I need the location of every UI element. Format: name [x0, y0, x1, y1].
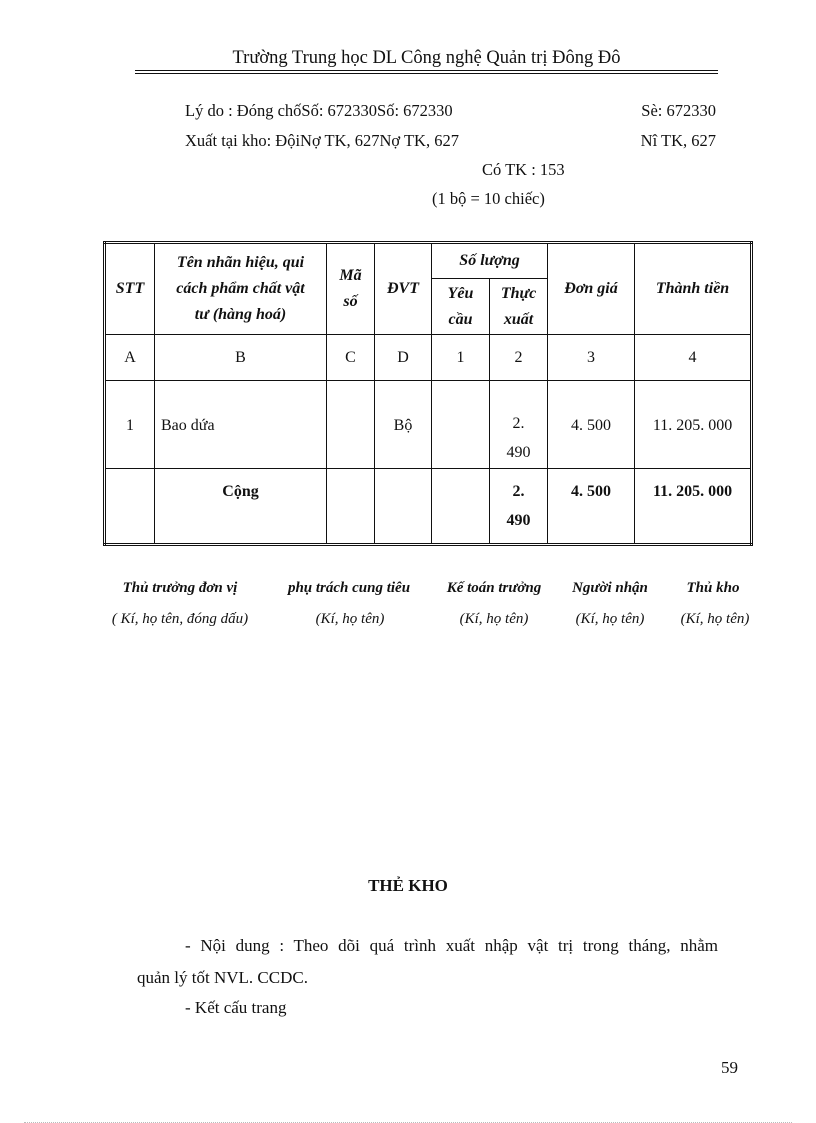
debit-account: Nî TK, 627: [640, 131, 716, 150]
total-actual-line2: 490: [506, 512, 531, 529]
signature-note-chief-accountant: (Kí, họ tên): [459, 611, 529, 627]
column-code: 3: [548, 335, 635, 381]
header-unit-price: Đơn giá: [548, 243, 635, 335]
unit-note: (1 bộ = 10 chiếc): [432, 189, 545, 208]
page-number: 59: [721, 1058, 738, 1077]
column-code: A: [105, 335, 155, 381]
header-underline-double: [135, 73, 718, 74]
signature-note-receiver: (Kí, họ tên): [575, 611, 645, 627]
header-unit: ĐVT: [375, 243, 432, 335]
reason-line: Lý do : Đóng chốSố: 672330Số: 672330: [185, 101, 453, 120]
signature-role-storekeeper: Thủ kho: [686, 580, 740, 596]
document-number: Sè: 672330: [641, 101, 716, 120]
content-paragraph-line2: quản lý tốt NVL. CCDC.: [137, 968, 308, 987]
signature-note-storekeeper: (Kí, họ tên): [680, 611, 750, 627]
row-actual-line1: 2.: [512, 415, 525, 432]
header-code: [327, 243, 375, 335]
row-stt: 1: [105, 381, 155, 469]
total-stt: [105, 469, 155, 545]
row-unit-price: 4. 500: [548, 381, 635, 469]
total-amount: 11. 205. 000: [635, 469, 752, 545]
signature-note-head: ( Kí, họ tên, đóng dấu): [111, 611, 249, 627]
row-actual-line2: 490: [506, 444, 531, 461]
total-requested: [432, 469, 490, 545]
total-code: [327, 469, 375, 545]
header-item-name-line2: cách phẩm chất vật: [176, 280, 305, 297]
header-requested-line1: Yêu: [447, 284, 474, 302]
issue-slip-table: [103, 241, 753, 546]
signature-role-supply: phụ trách cung tiêu: [287, 580, 411, 596]
header-actual-line1: Thực: [500, 284, 537, 302]
credit-account: Có TK : 153: [482, 160, 565, 179]
column-code: 4: [635, 335, 752, 381]
column-code-row: [105, 335, 752, 381]
header-code-line2: số: [343, 293, 358, 310]
content-paragraph-line1: - Nội dung : Theo dõi quá trình xuất nhập vật trị trong tháng, nhằm: [185, 936, 718, 955]
section-title: THẺ KHO: [368, 876, 448, 895]
total-unit: [375, 469, 432, 545]
header-requested-line2: cầu: [448, 310, 473, 328]
column-code: 2: [490, 335, 548, 381]
signature-role-receiver: Người nhận: [572, 580, 648, 596]
row-requested: [432, 381, 490, 469]
header-requested: [432, 279, 490, 335]
table-row: [105, 381, 752, 469]
header-item-name-line3: tư (hàng hoá): [194, 306, 287, 323]
signature-role-chief-accountant: Kế toán trưởng: [446, 580, 542, 596]
column-code: 1: [432, 335, 490, 381]
column-code: D: [375, 335, 432, 381]
header-actual-line2: xuất: [503, 310, 534, 328]
warehouse-line: Xuất tại kho: ĐộiNợ TK, 627Nợ TK, 627: [185, 131, 459, 150]
signature-note-supply: (Kí, họ tên): [315, 611, 385, 627]
total-unit-price: 4. 500: [548, 469, 635, 545]
header-underline: [135, 70, 718, 71]
row-item-name: Bao dứa: [155, 381, 327, 469]
signature-role-head: Thủ trưởng đơn vị: [122, 580, 238, 596]
column-code: C: [327, 335, 375, 381]
row-actual: [490, 381, 548, 469]
row-code: [327, 381, 375, 469]
total-actual-line1: 2.: [512, 483, 525, 500]
header-actual: [490, 279, 548, 335]
total-label: Cộng: [155, 469, 327, 545]
total-row: [105, 469, 752, 545]
total-actual: [490, 469, 548, 545]
header-item-name-line1: Tên nhãn hiệu, qui: [176, 254, 305, 271]
school-header-title: Trường Trung học DL Công nghệ Quản trị Đông Đô: [232, 48, 621, 68]
column-code: B: [155, 335, 327, 381]
header-stt: STT: [105, 243, 155, 335]
header-quantity: Số lượng: [432, 243, 548, 279]
row-amount: 11. 205. 000: [635, 381, 752, 469]
header-amount: Thành tiền: [635, 243, 752, 335]
row-unit: Bộ: [375, 381, 432, 469]
header-code-line1: Mã: [339, 267, 362, 284]
structure-paragraph: - Kết cấu trang: [185, 998, 287, 1017]
header-item-name: [155, 243, 327, 335]
